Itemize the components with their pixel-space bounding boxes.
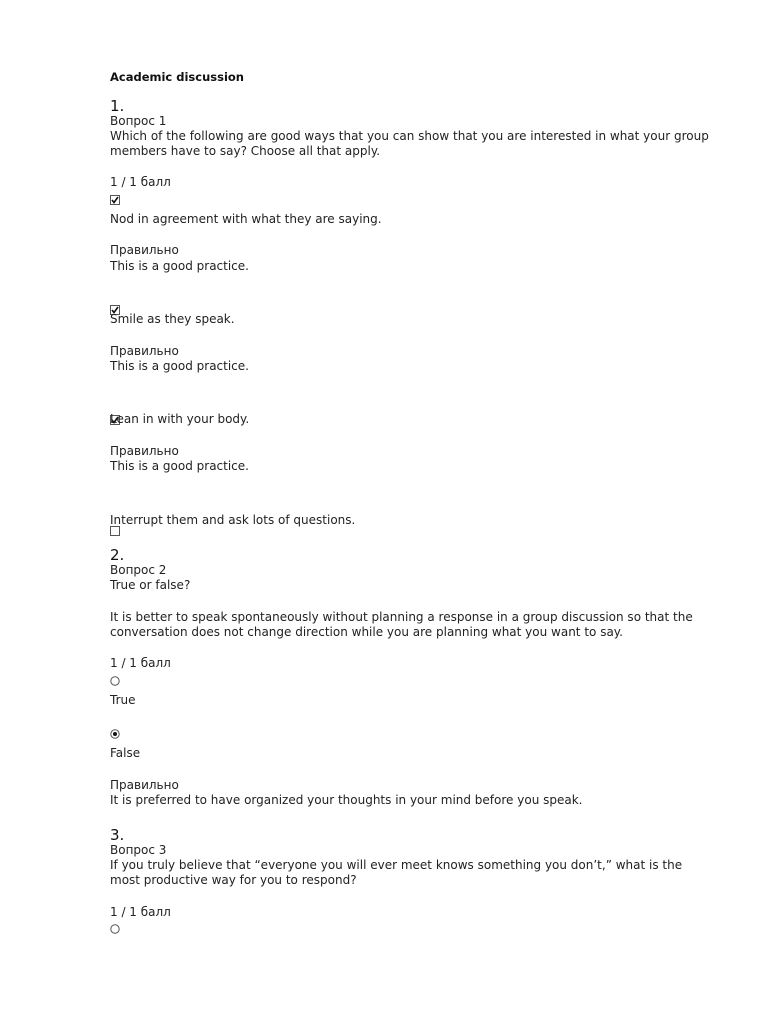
question-3-prompt: If you truly believe that “everyone you will ever meet knows something you don’t,” what is the most productive way for you to respond? — [110, 858, 683, 887]
question-2-label: Вопрос 2 — [110, 563, 167, 577]
option-1-feedback-text: This is a good practice. — [110, 259, 249, 273]
quiz-page — [110, 0, 720, 919]
radio-unselected-icon — [110, 924, 120, 934]
radio-selected-icon — [110, 729, 120, 739]
option-2-feedback-status: Правильно — [110, 344, 179, 358]
option-3-feedback-status: Правильно — [110, 444, 179, 458]
question-1-score: 1 / 1 балл — [110, 175, 171, 189]
question-1-number: 1. — [110, 97, 125, 115]
checkbox-checked-icon — [110, 195, 120, 205]
question-1-label: Вопрос 1 — [110, 114, 167, 128]
option-1-label: Nod in agreement with what they are saying. — [110, 212, 382, 226]
option-false-feedback-status: Правильно — [110, 778, 179, 792]
option-true-radio[interactable] — [110, 676, 120, 686]
document-title: Academic discussion — [110, 70, 244, 84]
question-3-option-1-radio[interactable] — [110, 924, 120, 934]
radio-unselected-icon — [110, 676, 120, 686]
option-false-feedback-text: It is preferred to have organized your thoughts in your mind before you speak. — [110, 793, 583, 807]
option-true-label: True — [110, 693, 136, 707]
question-3-label: Вопрос 3 — [110, 843, 167, 857]
option-false-radio[interactable] — [110, 729, 120, 739]
option-false-label: False — [110, 746, 141, 760]
question-2-score: 1 / 1 балл — [110, 656, 171, 670]
question-2-statement: It is better to speak spontaneously without planning a response in a group discussion so that the conversation does not change direction while you are planning what you want to say. — [110, 610, 693, 639]
option-3-feedback-text: This is a good practice. — [110, 459, 249, 473]
option-3-label: Lean in with your body. — [110, 412, 250, 426]
option-4-label: Interrupt them and ask lots of questions. — [110, 513, 356, 527]
question-2-number: 2. — [110, 546, 125, 564]
option-1-feedback-status: Правильно — [110, 243, 179, 257]
option-2-feedback-text: This is a good practice. — [110, 359, 249, 373]
question-3-score: 1 / 1 балл — [110, 905, 171, 919]
question-1-prompt: Which of the following are good ways that you can show that you are interested in what your group members have to say? Choose all that apply. — [110, 129, 709, 158]
option-2-label: Smile as they speak. — [110, 312, 235, 326]
question-2-prompt: True or false? — [110, 578, 191, 592]
option-1-checkbox[interactable] — [110, 195, 120, 205]
question-3-number: 3. — [110, 826, 125, 844]
